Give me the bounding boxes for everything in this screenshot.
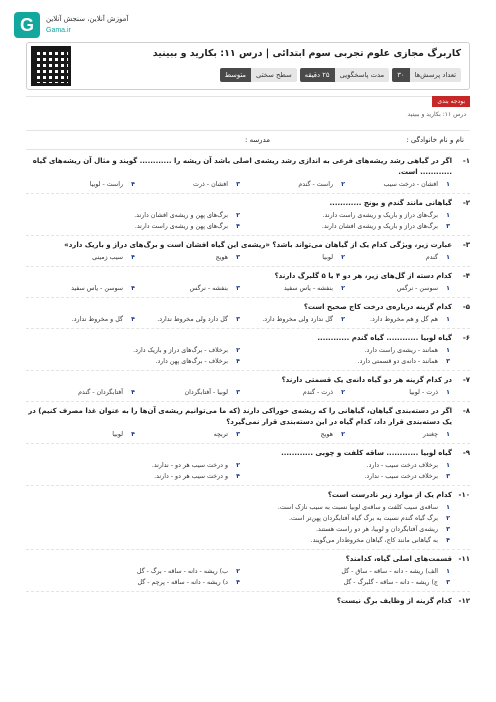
option-number: ۴ (131, 285, 135, 292)
question-item (26, 490, 470, 550)
answer-option[interactable] (135, 254, 240, 261)
option-number: ۱ (446, 212, 450, 219)
answer-option[interactable] (240, 285, 345, 292)
brand-text (46, 14, 128, 36)
option-text: سیب زمینی (92, 254, 123, 261)
option-number: ۲ (236, 347, 240, 354)
answer-option[interactable] (135, 285, 240, 292)
option-number: ۴ (131, 254, 135, 261)
answer-option[interactable] (240, 473, 450, 480)
option-text: بنفشه - یاس سفید (283, 285, 333, 292)
answer-option[interactable] (135, 316, 240, 323)
option-text: برخلاف درخت سیب - دارد. (366, 462, 438, 469)
option-number: ۴ (236, 358, 240, 365)
question-divider (26, 370, 470, 371)
answer-option[interactable] (240, 212, 450, 219)
option-number: ۱ (446, 504, 450, 511)
answer-option[interactable] (30, 568, 240, 575)
option-number: ۲ (341, 254, 345, 261)
qr-code-icon[interactable] (31, 46, 71, 86)
option-number: ۲ (341, 431, 345, 438)
option-text: افشان - درخت سیب (383, 181, 438, 188)
option-text: لوبیا (112, 431, 123, 438)
answer-option[interactable] (30, 431, 135, 438)
question-number: ۹- (462, 449, 470, 457)
question-list (26, 156, 470, 607)
question-number: ۶- (462, 334, 470, 342)
question-header (26, 596, 470, 607)
option-text: برگ‌های پهن و ریشه‌ی افشان دارند. (134, 212, 228, 219)
answer-options (30, 316, 450, 323)
brand-tagline: آموزش آنلاین، سنجش آنلاین (46, 15, 129, 23)
option-text: برگ‌های پهن و ریشه‌ی راست دارند. (134, 223, 228, 230)
option-number: ۲ (236, 212, 240, 219)
question-header (26, 448, 470, 459)
question-item (26, 156, 470, 194)
option-text: افشان - ذرت (193, 181, 228, 188)
option-text: گندم (425, 254, 438, 261)
answer-option[interactable] (30, 347, 240, 354)
question-text: اگر در دسته‌بندی گیاهان، گیاهانی را که ریشه‌ی خوراکی دارند (که ما می‌توانیم ریشه‌ی آن‌ها را به عنوان غذا مصرف کنیم) در یک دسته‌بندی قرار داد، کدام گیاه در این دسته‌بندی قرار نمی‌گیرد؟ (28, 407, 452, 426)
question-header (26, 490, 470, 501)
answer-options (30, 431, 450, 438)
option-number: ۱ (446, 347, 450, 354)
question-text: گیاه لوبیا ............ ساقه کلفت و چوبی ............ (281, 449, 452, 457)
question-text: گیاهانی مانند گندم و یونج ............ (329, 199, 452, 207)
option-text: د) ریشه - دانه - ساقه - پرچم - گل (137, 579, 228, 586)
option-number: ۳ (446, 358, 450, 365)
question-item (26, 375, 470, 402)
question-header (26, 406, 470, 428)
question-text: اگر در گیاهی رشد ریشه‌های فرعی به اندازی رشد ریشه‌ی اصلی باشد آن ریشه را ............ گویند و مثال آن ریشه‌های گیاه ............ است. (32, 157, 452, 176)
answer-option[interactable] (240, 254, 345, 261)
worksheet-title: کاربرگ مجازی علوم تجربی سوم ابتدائی | درس ۱۱: بکارید و ببینید (152, 48, 461, 59)
question-divider (26, 549, 470, 550)
answer-options (30, 568, 450, 586)
answer-option[interactable] (135, 389, 240, 396)
brand-site: Gama.ir (46, 27, 71, 34)
question-divider (26, 485, 470, 486)
answer-option[interactable] (30, 504, 450, 511)
option-number: ۱ (446, 462, 450, 469)
option-number: ۳ (446, 579, 450, 586)
option-number: ۳ (446, 223, 450, 230)
option-number: ۳ (236, 285, 240, 292)
answer-option[interactable] (30, 316, 135, 323)
option-number: ۴ (236, 579, 240, 586)
question-number: ۴- (462, 272, 470, 280)
option-number: ۴ (131, 431, 135, 438)
option-number: ۴ (131, 316, 135, 323)
answer-option[interactable] (345, 431, 450, 438)
question-divider (26, 591, 470, 592)
meta-difficulty (220, 68, 297, 82)
question-item (26, 198, 470, 236)
option-number: ۲ (341, 389, 345, 396)
option-text: گل و مخروط ندارد. (71, 316, 123, 323)
answer-option[interactable] (240, 347, 450, 354)
question-text: کدام گزینه از وظایف برگ نیست؟ (336, 597, 452, 605)
question-item (26, 406, 470, 444)
option-number: ۲ (446, 515, 450, 522)
answer-option[interactable] (135, 181, 240, 188)
option-text: ب) ریشه - دانه - ساقه - برگ - گل (136, 568, 228, 575)
question-number: ۱۰- (458, 491, 470, 499)
question-divider (26, 328, 470, 329)
option-number: ۲ (236, 462, 240, 469)
answer-options (30, 462, 450, 480)
answer-option[interactable] (30, 212, 240, 219)
option-number: ۱ (446, 568, 450, 575)
option-text: هویج (215, 254, 228, 261)
option-text: همانند - دانه‌ی دو قسمتی دارد. (357, 358, 438, 365)
question-divider (26, 443, 470, 444)
answer-option[interactable] (240, 568, 450, 575)
meta-value: ۳۰ (392, 68, 409, 82)
option-number: ۱ (446, 254, 450, 261)
question-item (26, 302, 470, 329)
option-number: ۴ (131, 181, 135, 188)
option-number: ۴ (236, 473, 240, 480)
meta-value: ۲۵ دقیقه (300, 68, 335, 82)
option-text: برگ گیاه گندم نسبت به برگ گیاه آفتابگردان پهن‌تر است. (288, 515, 438, 522)
question-divider (26, 401, 470, 402)
option-text: چغندر (422, 431, 438, 438)
option-number: ۱ (446, 316, 450, 323)
question-text: عبارت زیر، ویژگی کدام یک از گیاهان می‌تواند باشد؟ «ریشه‌ی این گیاه افشان است و برگ‌های دراز و باریک دارد» (64, 241, 452, 249)
question-header (26, 302, 470, 313)
answer-option[interactable] (30, 181, 135, 188)
answer-options (30, 389, 450, 396)
meta-question-count (392, 68, 461, 82)
option-text: تربچه (213, 431, 228, 438)
option-number: ۴ (236, 223, 240, 230)
question-number: ۱۱- (458, 555, 470, 563)
answer-option[interactable] (240, 431, 345, 438)
answer-option[interactable] (30, 473, 240, 480)
answer-option[interactable] (30, 515, 450, 522)
option-text: برخلاف - برگ‌های پهن دارد. (155, 358, 228, 365)
question-text: کدام یک از موارد زیر نادرست است؟ (327, 491, 452, 499)
answer-option[interactable] (30, 389, 135, 396)
gama-logo-icon: G (14, 12, 40, 38)
answer-options (30, 181, 450, 188)
answer-option[interactable] (30, 358, 240, 365)
answer-option[interactable] (30, 579, 240, 586)
option-number: ۱ (446, 431, 450, 438)
option-text: به گیاهانی مانند کاج، گیاهان مخروط‌دار می‌گویند. (310, 537, 438, 544)
option-text: بنفشه - نرگس (189, 285, 228, 292)
option-number: ۴ (131, 389, 135, 396)
answer-option[interactable] (240, 181, 345, 188)
option-text: برخلاف درخت سیب - ندارد. (364, 473, 438, 480)
option-text: هویج (320, 431, 333, 438)
option-number: ۳ (236, 389, 240, 396)
option-number: ۲ (341, 285, 345, 292)
question-number: ۱۲- (458, 597, 470, 605)
option-text: سوسن - نرگس (396, 285, 438, 292)
meta-value: متوسط (220, 68, 251, 82)
option-text: ریشه‌ی آفتابگردان و لوبیا، هر دو راست هستند. (316, 526, 438, 533)
meta-key: تعداد پرسش‌ها (410, 68, 461, 82)
question-item (26, 596, 470, 607)
question-number: ۸- (462, 407, 470, 415)
answer-options (30, 347, 450, 365)
worksheet-meta (220, 68, 461, 82)
question-header (26, 375, 470, 386)
answer-option[interactable] (240, 358, 450, 365)
answer-options (30, 254, 450, 261)
option-number: ۳ (446, 526, 450, 533)
answer-option[interactable] (240, 579, 450, 586)
question-text: در کدام گزینه هر دو گیاه دانه‌ی یک قسمتی دارند؟ (281, 376, 452, 384)
question-header (26, 554, 470, 565)
answer-option[interactable] (30, 462, 240, 469)
meta-key: سطح سختی (251, 68, 297, 82)
option-number: ۲ (341, 316, 345, 323)
option-text: ذرت - لوبیا (409, 389, 438, 396)
answer-option[interactable] (30, 223, 240, 230)
student-info-row (26, 130, 470, 150)
question-item (26, 448, 470, 486)
option-text: لوبیا (322, 254, 333, 261)
option-number: ۱ (446, 181, 450, 188)
option-text: سوسن - یاس سفید (71, 285, 123, 292)
answer-options (30, 212, 450, 230)
answer-option[interactable] (345, 316, 450, 323)
answer-option[interactable] (30, 285, 135, 292)
option-text: همانند - ریشه‌ی راست دارد. (364, 347, 438, 354)
answer-options (30, 285, 450, 292)
question-text: کدام دسته از گل‌های زیر، هر دو ۴ یا ۵ گلبرگ دارند؟ (274, 272, 452, 280)
question-header (26, 271, 470, 282)
option-text: ج) ریشه - دانه - ساقه - گلبرگ - گل (343, 579, 438, 586)
option-text: برگ‌های دراز و باریک و ریشه‌ی راست دارند. (322, 212, 438, 219)
option-number: ۳ (236, 431, 240, 438)
divider (26, 96, 470, 97)
answer-option[interactable] (345, 285, 450, 292)
worksheet-header (26, 42, 470, 90)
option-number: ۴ (446, 537, 450, 544)
question-item (26, 554, 470, 592)
option-text: راست - گندم (298, 181, 333, 188)
option-number: ۲ (341, 181, 345, 188)
option-text: و درخت سیب هر دو - ندارند. (151, 462, 228, 469)
question-text: گیاه لوبیا ............ گیاه گندم ............ (317, 334, 452, 342)
option-text: ذرت - گندم (302, 389, 333, 396)
answer-option[interactable] (240, 223, 450, 230)
option-number: ۳ (236, 254, 240, 261)
option-text: راست - لوبیا (89, 181, 123, 188)
question-text: قسمت‌های اصلی گیاه، کدامند؟ (345, 555, 452, 563)
option-number: ۳ (236, 181, 240, 188)
option-text: گل دارد ولی مخروط ندارد. (157, 316, 228, 323)
question-number: ۷- (462, 376, 470, 384)
option-number: ۳ (236, 316, 240, 323)
option-text: هم گل و هم مخروط دارد. (369, 316, 438, 323)
question-item (26, 240, 470, 267)
option-text: برخلاف - برگ‌های دراز و باریک دارد. (133, 347, 228, 354)
question-number: ۲- (462, 199, 470, 207)
option-number: ۱ (446, 389, 450, 396)
answer-option[interactable] (240, 316, 345, 323)
question-divider (26, 266, 470, 267)
question-divider (26, 297, 470, 298)
answer-option[interactable] (345, 254, 450, 261)
question-item (26, 271, 470, 298)
option-text: آفتابگردان - گندم (78, 389, 123, 396)
question-number: ۳- (462, 241, 470, 249)
option-text: ساقه‌ی سیب کلفت و ساقه‌ی لوبیا نسبت به سیب نازک است. (277, 504, 438, 511)
topic-text: درس ۱۱: بکارید و ببینید (407, 111, 466, 118)
question-header (26, 156, 470, 178)
answer-option[interactable] (30, 537, 450, 544)
question-divider (26, 193, 470, 194)
option-text: و درخت سیب هر دو - دارند. (154, 473, 228, 480)
option-number: ۲ (236, 568, 240, 575)
meta-duration (300, 68, 390, 82)
school-field-label: مدرسه : (244, 136, 270, 144)
question-number: ۵- (462, 303, 470, 311)
option-number: ۱ (446, 285, 450, 292)
question-number: ۱- (462, 157, 470, 165)
answer-option[interactable] (345, 181, 450, 188)
answer-option[interactable] (345, 389, 450, 396)
brand-logo[interactable] (14, 10, 174, 40)
topic-badge: بودجه بندی (432, 96, 470, 107)
option-number: ۳ (446, 473, 450, 480)
option-text: لوبیا - آفتابگردان (184, 389, 228, 396)
question-header (26, 333, 470, 344)
question-item (26, 333, 470, 371)
option-text: الف) ریشه - دانه - ساقه - ساق - گل (341, 568, 438, 575)
question-divider (26, 235, 470, 236)
option-text: برگ‌های دراز و باریک و ریشه‌ی افشان دارند. (321, 223, 438, 230)
question-header (26, 240, 470, 251)
meta-key: مدت پاسخگویی (335, 68, 390, 82)
answer-option[interactable] (135, 431, 240, 438)
answer-options (30, 504, 450, 544)
name-field-label: نام و نام خانوادگی : (406, 136, 464, 144)
option-text: گل ندارد ولی مخروط دارد. (262, 316, 333, 323)
answer-option[interactable] (240, 389, 345, 396)
answer-option[interactable] (30, 254, 135, 261)
answer-option[interactable] (240, 462, 450, 469)
question-header (26, 198, 470, 209)
answer-option[interactable] (30, 526, 450, 533)
question-text: کدام گزینه درباره‌ی درخت کاج صحیح است؟ (303, 303, 452, 311)
